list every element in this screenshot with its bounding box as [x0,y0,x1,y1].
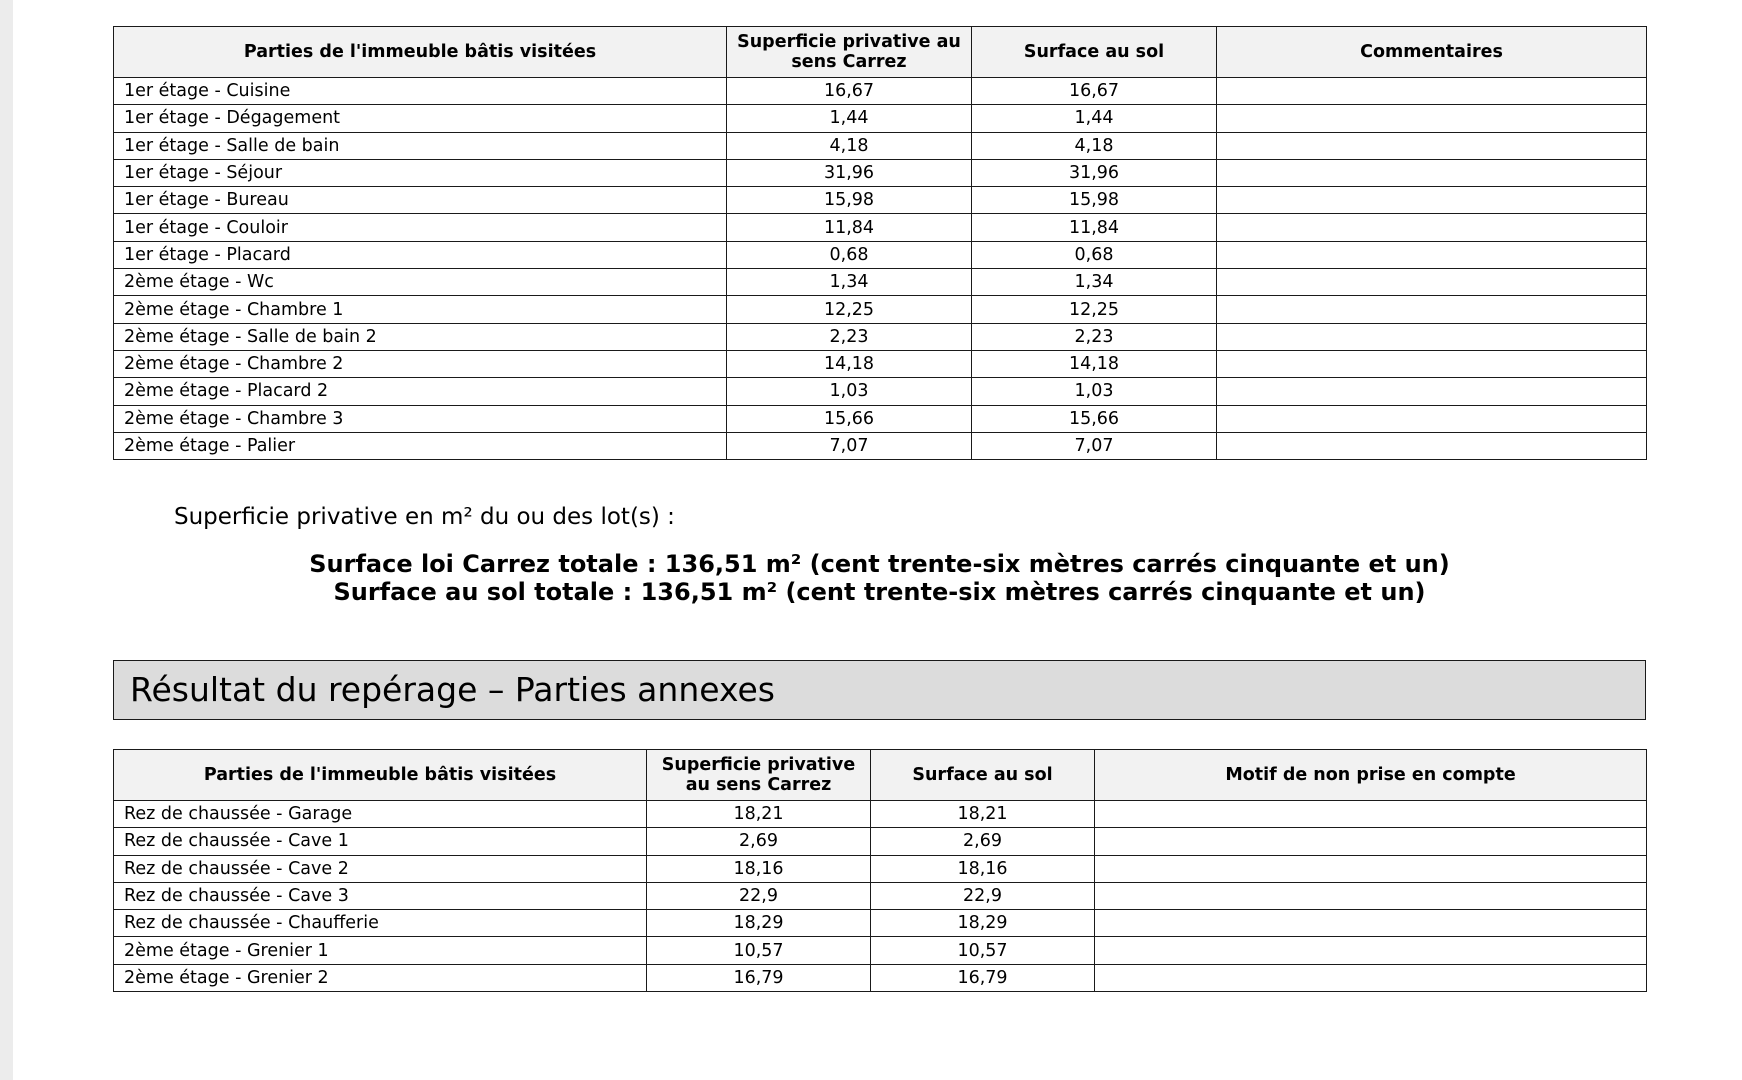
table-cell-comment [1217,187,1647,214]
table-cell-carrez: 16,79 [647,964,871,991]
table-cell-sol: 0,68 [972,241,1217,268]
table-cell-part: 1er étage - Salle de bain [114,132,727,159]
table-header-row [114,750,1647,801]
table-cell-sol: 22,9 [871,882,1095,909]
main-table-body [114,78,1647,460]
table-cell-carrez: 22,9 [647,882,871,909]
table-row [114,214,1647,241]
table-cell-sol: 4,18 [972,132,1217,159]
table-cell-part: Rez de chaussée - Cave 2 [114,855,647,882]
table-row [114,159,1647,186]
table-row [114,241,1647,268]
table-cell-motif [1095,801,1647,828]
table-row [114,882,1647,909]
table-header-row [114,27,1647,78]
table-row [114,855,1647,882]
floor-surface-total: Surface au sol totale : 136,51 m² (cent trente-six mètres carrés cinquante et un) [333,578,1426,606]
table-cell-part: 2ème étage - Wc [114,269,727,296]
table-cell-sol: 14,18 [972,350,1217,377]
table-cell-sol: 2,23 [972,323,1217,350]
table-cell-carrez: 7,07 [727,432,972,459]
table-cell-motif [1095,828,1647,855]
table-cell-part: 1er étage - Placard [114,241,727,268]
table-cell-part: 2ème étage - Grenier 2 [114,964,647,991]
table-cell-motif [1095,937,1647,964]
table-row [114,78,1647,105]
table-cell-part: 1er étage - Séjour [114,159,727,186]
table-row [114,296,1647,323]
table-cell-sol: 11,84 [972,214,1217,241]
table-cell-carrez: 2,69 [647,828,871,855]
table-cell-part: Rez de chaussée - Garage [114,801,647,828]
table-cell-comment [1217,323,1647,350]
table-cell-sol: 7,07 [972,432,1217,459]
table-row [114,910,1647,937]
table-cell-carrez: 4,18 [727,132,972,159]
table-cell-carrez: 16,67 [727,78,972,105]
main-surface-table [113,26,1647,460]
annex-surface-table [113,749,1647,992]
table-cell-carrez: 2,23 [727,323,972,350]
table-cell-comment [1217,105,1647,132]
table-row [114,269,1647,296]
table-cell-sol: 12,25 [972,296,1217,323]
annex-table-body [114,801,1647,992]
column-header-floor-surface: Surface au sol [972,27,1217,78]
table-cell-sol: 18,16 [871,855,1095,882]
table-cell-part: Rez de chaussée - Cave 1 [114,828,647,855]
table-cell-carrez: 15,66 [727,405,972,432]
table-cell-comment [1217,78,1647,105]
table-row [114,132,1647,159]
table-cell-part: 2ème étage - Salle de bain 2 [114,323,727,350]
table-cell-carrez: 31,96 [727,159,972,186]
table-cell-motif [1095,964,1647,991]
table-row [114,432,1647,459]
table-cell-carrez: 1,44 [727,105,972,132]
table-row [114,187,1647,214]
table-cell-comment [1217,405,1647,432]
table-cell-carrez: 11,84 [727,214,972,241]
table-cell-part: 2ème étage - Grenier 1 [114,937,647,964]
table-row [114,350,1647,377]
annex-section-title: Résultat du repérage – Parties annexes [113,660,1646,720]
table-cell-comment [1217,132,1647,159]
table-cell-comment [1217,241,1647,268]
table-cell-part: 1er étage - Cuisine [114,78,727,105]
table-cell-sol: 1,44 [972,105,1217,132]
table-cell-carrez: 1,34 [727,269,972,296]
table-cell-part: Rez de chaussée - Chaufferie [114,910,647,937]
column-header-parts: Parties de l'immeuble bâtis visitées [114,27,727,78]
column-header-exclusion-reason: Motif de non prise en compte [1095,750,1647,801]
table-cell-carrez: 15,98 [727,187,972,214]
table-cell-carrez: 14,18 [727,350,972,377]
table-cell-carrez: 1,03 [727,378,972,405]
table-row [114,105,1647,132]
column-header-carrez: Superficie privative au sens Carrez [647,750,871,801]
table-cell-sol: 2,69 [871,828,1095,855]
column-header-carrez: Superficie privative au sens Carrez [727,27,972,78]
table-cell-sol: 10,57 [871,937,1095,964]
table-cell-comment [1217,378,1647,405]
table-cell-part: 1er étage - Dégagement [114,105,727,132]
table-cell-part: 1er étage - Bureau [114,187,727,214]
table-cell-carrez: 0,68 [727,241,972,268]
document-page [13,0,1742,1080]
table-cell-sol: 15,98 [972,187,1217,214]
table-row [114,828,1647,855]
table-cell-carrez: 18,21 [647,801,871,828]
table-row [114,323,1647,350]
table-cell-part: Rez de chaussée - Cave 3 [114,882,647,909]
table-row [114,405,1647,432]
table-cell-sol: 18,21 [871,801,1095,828]
table-cell-part: 2ème étage - Chambre 1 [114,296,727,323]
table-cell-carrez: 12,25 [727,296,972,323]
column-header-floor-surface: Surface au sol [871,750,1095,801]
table-cell-sol: 15,66 [972,405,1217,432]
table-cell-part: 1er étage - Couloir [114,214,727,241]
table-row [114,937,1647,964]
table-cell-comment [1217,159,1647,186]
table-cell-sol: 16,67 [972,78,1217,105]
table-row [114,964,1647,991]
table-cell-part: 2ème étage - Palier [114,432,727,459]
table-cell-sol: 31,96 [972,159,1217,186]
table-cell-comment [1217,296,1647,323]
table-cell-comment [1217,350,1647,377]
table-cell-comment [1217,214,1647,241]
table-cell-part: 2ème étage - Chambre 3 [114,405,727,432]
table-cell-carrez: 10,57 [647,937,871,964]
column-header-parts: Parties de l'immeuble bâtis visitées [114,750,647,801]
table-cell-sol: 1,03 [972,378,1217,405]
summary-intro: Superficie privative en m² du ou des lot(s) : [174,504,675,530]
carrez-total: Surface loi Carrez totale : 136,51 m² (cent trente-six mètres carrés cinquante et un) [309,550,1450,578]
table-row [114,378,1647,405]
table-cell-motif [1095,855,1647,882]
table-cell-sol: 1,34 [972,269,1217,296]
table-cell-sol: 18,29 [871,910,1095,937]
column-header-comments: Commentaires [1217,27,1647,78]
table-cell-carrez: 18,16 [647,855,871,882]
table-cell-carrez: 18,29 [647,910,871,937]
table-cell-sol: 16,79 [871,964,1095,991]
table-cell-motif [1095,910,1647,937]
table-cell-part: 2ème étage - Placard 2 [114,378,727,405]
table-cell-part: 2ème étage - Chambre 2 [114,350,727,377]
table-row [114,801,1647,828]
table-cell-motif [1095,882,1647,909]
table-cell-comment [1217,269,1647,296]
table-cell-comment [1217,432,1647,459]
